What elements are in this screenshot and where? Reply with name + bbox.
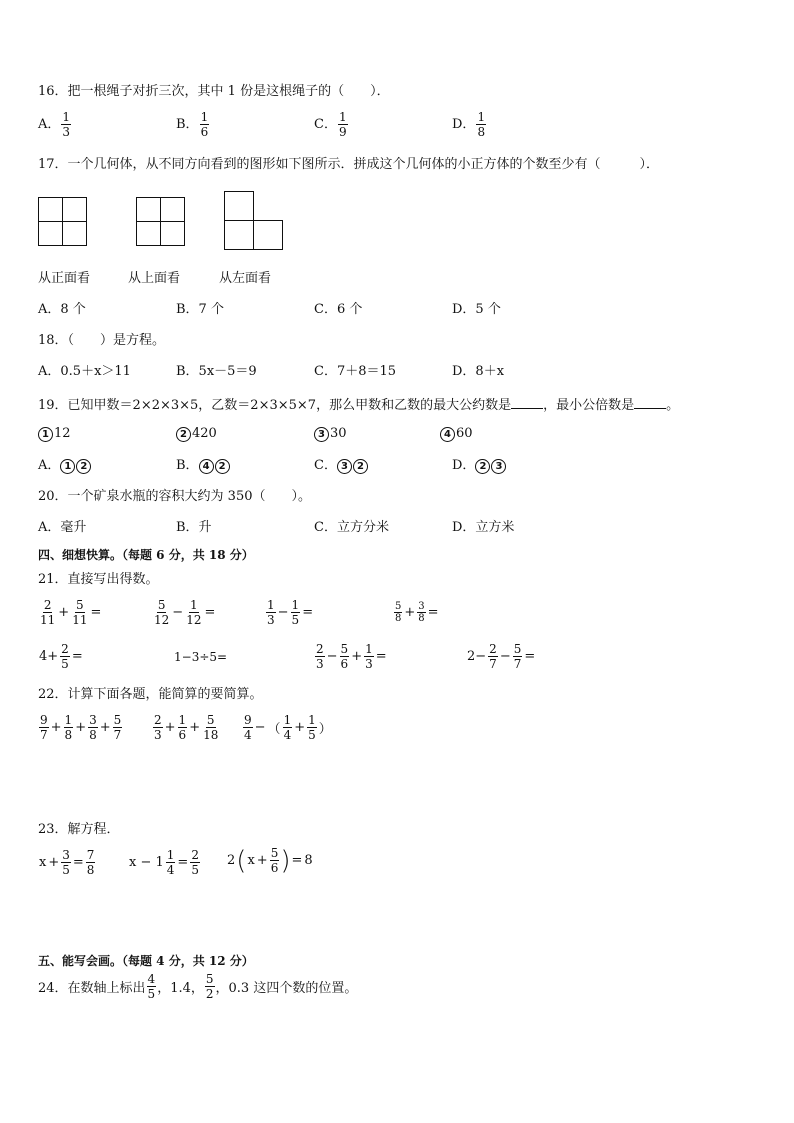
fraction: $\frac{1}{9}$ — [338, 110, 347, 139]
q23-equation-2: x − 1 $\frac{1}{4}$ = $\frac{2}{5}$ — [129, 848, 199, 877]
q18-stem: 18．（ ）是方程。 — [38, 333, 166, 348]
q16-option-a[interactable]: A． $\frac{1}{3}$ — [38, 110, 71, 139]
q21-expr-2: $\frac{5}{12}$ − $\frac{1}{12}$ = — [154, 598, 216, 627]
q16-option-b[interactable]: B． $\frac{1}{6}$ — [176, 110, 209, 139]
q20-option-d[interactable]: D．立方米 — [452, 520, 515, 535]
fraction: $\frac{1}{6}$ — [200, 110, 209, 139]
q16-option-d[interactable]: D． $\frac{1}{8}$ — [452, 110, 486, 139]
view-label-left: 从左面看 — [219, 271, 272, 286]
q23-stem: 23．解方程． — [38, 822, 120, 837]
section-5-heading: 五、能写会画。（每题 4 分，共 12 分） — [38, 954, 254, 968]
q21-expr-4: $\frac{5}{8}$ + $\frac{3}{8}$ = — [395, 601, 439, 624]
q19-stem: 19．已知甲数＝2×2×3×5，乙数＝2×3×5×7，那么甲数和乙数的最大公约数是 ，最小公倍数是 。 — [38, 398, 680, 413]
answer-blank[interactable] — [634, 396, 666, 409]
q20-option-c[interactable]: C．立方分米 — [314, 520, 389, 535]
q23-equation-1: x + $\frac{3}{5}$ = $\frac{7}{8}$ — [39, 848, 95, 877]
q22-expr-1: $\frac{9}{7}$ + $\frac{1}{8}$ + $\frac{3}{8}$ + $\frac{5}{7}$ — [40, 713, 122, 742]
q19-choice-2: 2 420 — [176, 426, 217, 442]
q22-expr-3: $\frac{9}{4}$ − （ $\frac{1}{4}$ + $\frac{1}{5}$ ） — [244, 713, 332, 742]
q18-option-c[interactable]: C．7＋8＝15 — [314, 364, 397, 379]
q18-option-a[interactable]: A．0.5＋x＞11 — [38, 364, 131, 379]
q16-stem: 16．把一根绳子对折三次，其中 1 份是这根绳子的（ ）． — [38, 84, 390, 99]
q21-expr-3: $\frac{1}{3}$ − $\frac{1}{5}$ = — [267, 598, 314, 627]
q20-option-a[interactable]: A．毫升 — [38, 520, 87, 535]
q20-option-b[interactable]: B．升 — [176, 520, 212, 535]
q20-stem: 20．一个矿泉水瓶的容积大约为 350（ ）。 — [38, 489, 311, 504]
view-label-top: 从上面看 — [128, 271, 181, 286]
fraction: $\frac{1}{3}$ — [62, 110, 71, 139]
q24-stem: 24．在数轴上标出 $\frac{4}{5}$ ，1.4， $\frac{5}{2}$ ，0.3 这四个数的位置。 — [38, 972, 358, 1001]
q19-option-b[interactable]: B． 4 2 — [176, 458, 231, 474]
q21-stem: 21．直接写出得数。 — [38, 572, 159, 587]
q18-option-b[interactable]: B．5x－5＝9 — [176, 364, 257, 379]
q17-option-c[interactable]: C．6 个 — [314, 302, 363, 317]
q19-option-c[interactable]: C． 3 2 — [314, 458, 369, 474]
q16-option-c[interactable]: C． $\frac{1}{9}$ — [314, 110, 347, 139]
q21-expr-8: 2− $\frac{2}{7}$ − $\frac{5}{7}$ = — [467, 642, 536, 671]
fraction: $\frac{1}{8}$ — [477, 110, 486, 139]
q22-expr-2: $\frac{2}{3}$ + $\frac{1}{6}$ + $\frac{5}{18}$ — [154, 713, 219, 742]
q21-expr-5: 4+ $\frac{2}{5}$ = — [39, 642, 83, 671]
q19-choice-1: 1 12 — [38, 426, 71, 442]
view-label-front: 从正面看 — [38, 271, 91, 286]
q17-option-a[interactable]: A．8 个 — [38, 302, 86, 317]
q19-option-d[interactable]: D． 2 3 — [452, 458, 507, 474]
q18-option-d[interactable]: D．8＋x — [452, 364, 505, 379]
answer-blank[interactable] — [511, 396, 543, 409]
q21-expr-1: $\frac{2}{11}$ + $\frac{5}{11}$ = — [40, 598, 102, 627]
section-4-heading: 四、细想快算。（每题 6 分，共 18 分） — [38, 548, 254, 562]
q17-option-d[interactable]: D．5 个 — [452, 302, 501, 317]
q17-option-b[interactable]: B．7 个 — [176, 302, 224, 317]
q17-stem: 17．一个几何体，从不同方向看到的图形如下图所示．拼成这个几何体的小正方体的个数至少有（ ）． — [38, 157, 660, 172]
q22-stem: 22．计算下面各题，能简算的要简算。 — [38, 687, 263, 702]
q19-choice-3: 3 30 — [314, 426, 347, 442]
q21-expr-6: 1−3÷5= — [174, 650, 228, 664]
q19-choice-4: 4 60 — [440, 426, 473, 442]
q21-expr-7: $\frac{2}{3}$ − $\frac{5}{6}$ + $\frac{1}{3}$ = — [316, 642, 387, 671]
q19-option-a[interactable]: A． 1 2 — [38, 458, 92, 474]
q23-equation-3: 2 ( x + $\frac{5}{6}$ ) = 8 — [227, 845, 313, 876]
